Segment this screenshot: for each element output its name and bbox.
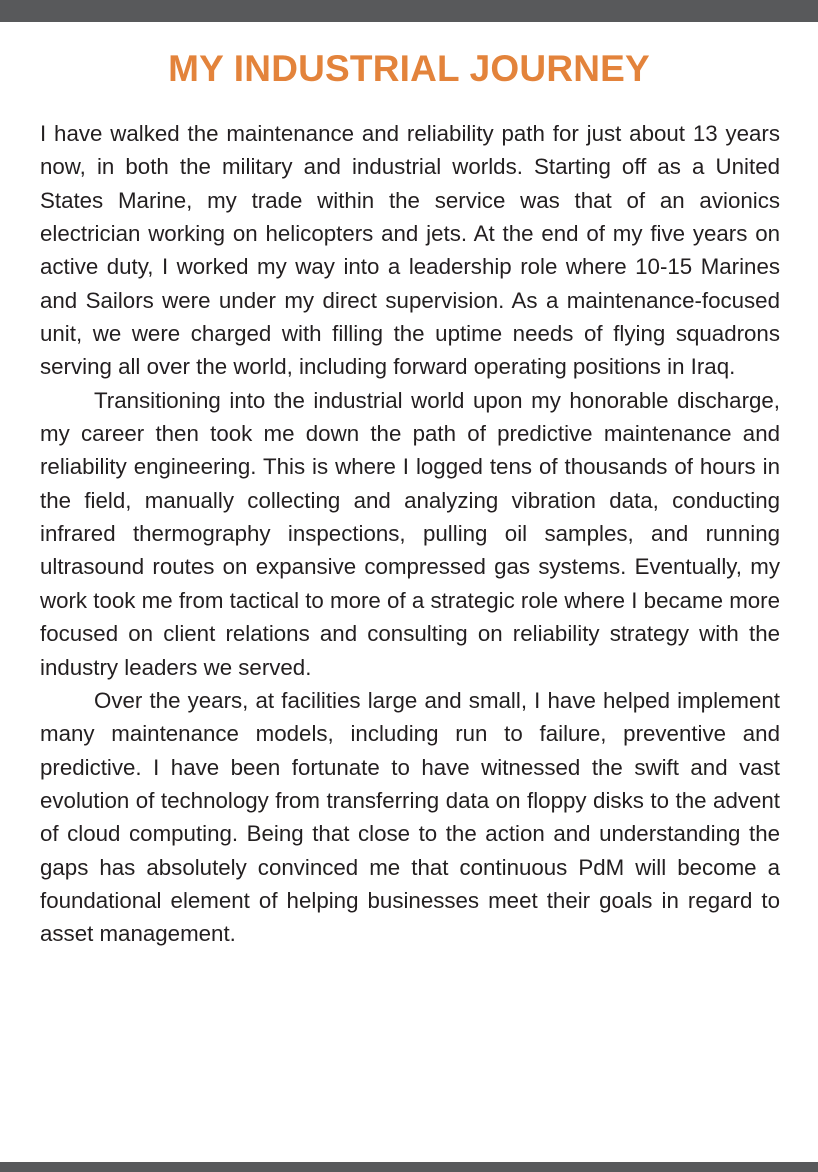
page-title: MY INDUSTRIAL JOURNEY <box>168 48 650 89</box>
paragraph-military-background: I have walked the maintenance and reliability path for just about 13 years now, in both the military and industrial worlds. Starting off as a United States Marine, my trade within the service was that of an avionics electrician working on helicopters and jets. At the end of my five years on active duty, I worked my way into a leadership role where 10-15 Marines and Sailors were under my direct supervision. As a maintenance-focused unit, we were charged with filling the uptime needs of flying squadrons serving all over the world, including forward operating positions in Iraq. <box>40 121 780 380</box>
bottom-border-bar <box>0 1162 818 1172</box>
paragraph-industrial-career: Transitioning into the industrial world upon my honorable discharge, my career then took me down the path of predictive maintenance and reliability engineering. This is where I logged tens of thousands of hours in the field, manually collecting and analyzing vibration data, conducting infrared thermography inspections, pulling oil samples, and running ultrasound routes on expansive compressed gas systems. Eventually, my work took me from tactical to more of a strategic role where I became more focused on client relations and consulting on reliability strategy with the industry leaders we served. <box>40 387 780 680</box>
top-border-bar <box>0 0 818 22</box>
article-body <box>40 117 780 951</box>
paragraph-maintenance-models: Over the years, at facilities large and small, I have helped implement many maintenance models, including run to failure, preventive and predictive. I have been fortunate to have witnessed the swift and vast evolution of technology from transferring data on floppy disks to the advent of cloud computing. Being that close to the action and understanding the gaps has absolutely convinced me that continuous PdM will become a foundational element of helping businesses meet their goals in regard to asset management. <box>40 687 780 947</box>
